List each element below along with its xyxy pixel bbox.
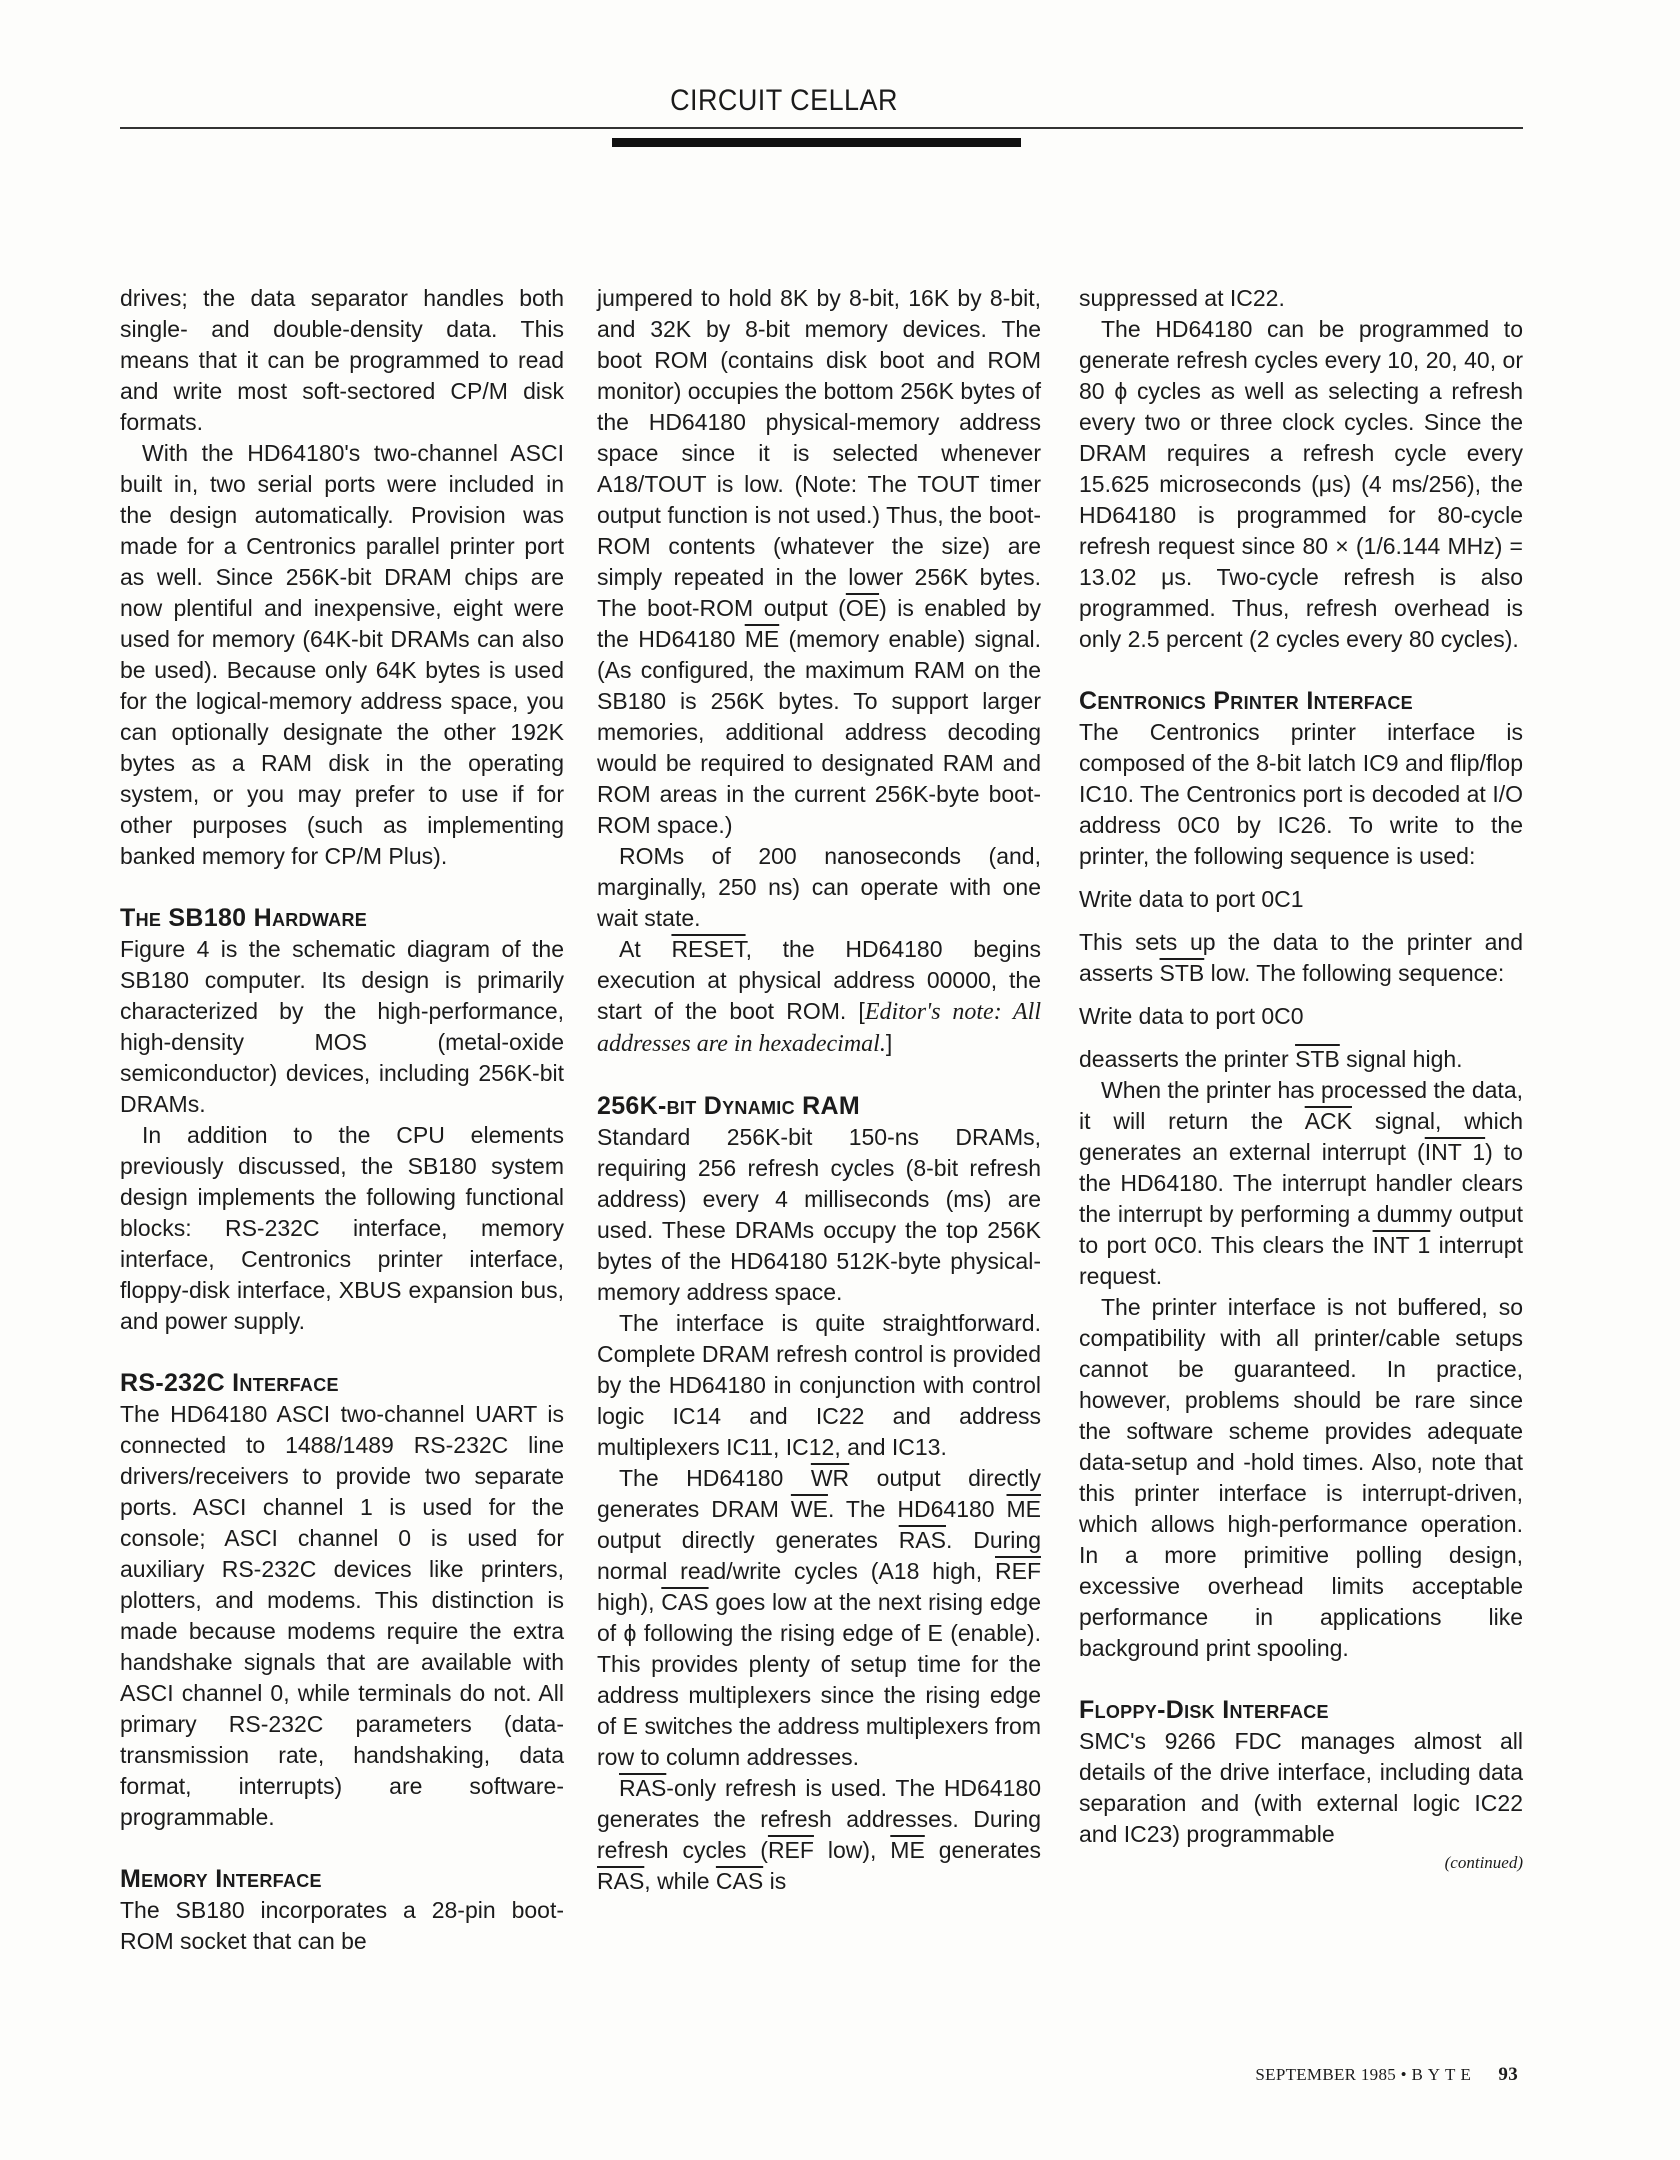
text-run: (continued) bbox=[1444, 1853, 1523, 1872]
continued-note bbox=[1079, 1850, 1523, 1876]
page-footer bbox=[1255, 2064, 1518, 2086]
text-run: interrupt request. bbox=[1079, 1232, 1523, 1289]
text-run: Figure 4 is the schematic diagram of the SB180 computer. Its design is primarily characterized by the high-performance, high-density MOS (metal-oxide semiconductor) devices, including 256K-bit DRAMs. bbox=[120, 936, 564, 1117]
active-low-signal: $\overline{ME}$ bbox=[890, 1837, 925, 1863]
section-heading bbox=[120, 1864, 564, 1895]
article-column-2 bbox=[597, 283, 1041, 1897]
text-run: SMC's 9266 FDC manages almost all details of the drive interface, including data separation and (with external logic IC22 and IC23) programmable bbox=[1079, 1728, 1523, 1847]
body-paragraph bbox=[597, 934, 1041, 1060]
body-paragraph bbox=[120, 1399, 564, 1833]
text-run: suppressed at IC22. bbox=[1079, 285, 1285, 311]
text-run: ] bbox=[885, 1030, 893, 1056]
text-run: jumpered to hold 8K by 8-bit, 16K by 8-bit, and 32K by 8-bit memory devices. The boot ROM (contains disk boot and ROM monitor) occupies the bottom 256K bytes of the HD64180 physical-memory address space since it is selected whenever A18/TOUT is low. (Note: The TOUT timer output function is not used.) Thus, the boot-ROM contents (whatever the size) are simply repeated in the lower 256K bytes. The boot-ROM output ( bbox=[597, 285, 1041, 621]
active-low-signal: $\overline{WR}$ bbox=[810, 1465, 850, 1491]
text-run: output directly generates bbox=[597, 1527, 899, 1553]
body-paragraph bbox=[1079, 1044, 1523, 1075]
page-number: 93 bbox=[1498, 2064, 1518, 2085]
text-run: In addition to the CPU elements previously discussed, the SB180 system design implements the following functional blocks: RS-232C interface, memory interface, Centronics printer interface, floppy-disk interface, XBUS expansion bus, and power supply. bbox=[120, 1122, 564, 1334]
body-paragraph bbox=[1079, 283, 1523, 314]
active-low-signal: $\overline{REF}$ bbox=[767, 1837, 814, 1863]
text-run: Standard 256K-bit 150-ns DRAMs, requiring 256 refresh cycles (8-bit refresh address) every 4 milliseconds (ms) are used. These DRAMs occupy the top 256K bytes of the HD64180 512K-byte physical-memory address space. bbox=[597, 1124, 1041, 1305]
body-paragraph bbox=[597, 1122, 1041, 1308]
active-low-signal: $\overline{ME}$ bbox=[1006, 1496, 1041, 1522]
text-run: Floppy-Disk Interface bbox=[1079, 1696, 1329, 1724]
body-paragraph bbox=[1079, 1726, 1523, 1850]
text-run: 256K-bit Dynamic RAM bbox=[597, 1092, 860, 1120]
section-heading bbox=[1079, 686, 1523, 717]
active-low-signal: $\overline{STB}$ bbox=[1295, 1046, 1340, 1072]
text-run: , the HD64180 begins execution at physical address 00000, the start of the boot ROM. [ bbox=[597, 936, 1041, 1024]
text-run: ) to the HD64180. The interrupt handler clears the interrupt by performing a dummy output to port 0C0. This clears the bbox=[1079, 1139, 1523, 1258]
text-run: deasserts the printer bbox=[1079, 1046, 1296, 1072]
text-run: drives; the data separator handles both single- and double-density data. This means that it can be programmed to read and write most soft-sectored CP/M disk formats. bbox=[120, 285, 564, 435]
text-run: The Centronics printer interface is composed of the 8-bit latch IC9 and flip/flop IC10. The Centronics port is decoded at I/O address 0C0 by IC26. To write to the printer, the following sequence is used: bbox=[1079, 719, 1523, 869]
text-run: signal, which generates an external interrupt ( bbox=[1079, 1108, 1523, 1165]
body-paragraph bbox=[120, 1120, 564, 1337]
text-run: goes low at the next rising edge of ϕ following the rising edge of E (enable). This provides plenty of setup time for the address multiplexers since the rising edge of E switches the address multiplexers from row to column addresses. bbox=[597, 1589, 1041, 1770]
text-run: The SB180 Hardware bbox=[120, 904, 368, 932]
running-head-section-title: CIRCUIT CELLAR bbox=[670, 84, 898, 117]
section-heading bbox=[120, 903, 564, 934]
active-low-signal: $\overline{WE}$ bbox=[790, 1496, 828, 1522]
text-run: RS-232C Interface bbox=[120, 1369, 339, 1397]
active-low-signal: $\overline{STB}$ bbox=[1159, 960, 1205, 986]
text-run: , while bbox=[644, 1868, 716, 1894]
text-run: The HD64180 can be programmed to generate refresh cycles every 10, 20, 40, or 80 ϕ cycles as well as selecting a refresh every two or three clock cycles. Since the DRAM requires a refresh cycle every 15.625 microseconds (μs) (4 ms/256), the HD64180 is programmed for 80-cycle refresh request since 80 × (1/6.144 MHz) = 13.02 μs. Two-cycle refresh is also programmed. Thus, refresh overhead is only 2.5 percent (2 cycles every 80 cycles). bbox=[1079, 316, 1523, 652]
section-heading bbox=[120, 1368, 564, 1399]
active-low-signal: $\overline{REF}$ bbox=[995, 1558, 1041, 1584]
body-paragraph bbox=[120, 283, 564, 438]
text-run: The HD64180 ASCI two-channel UART is connected to 1488/1489 RS-232C line drivers/receivers to provide two separate ports. ASCI channel 1 is used for the console; ASCI channel 0 is used for auxiliary RS-232C devices like printers, plotters, and modems. This distinction is made because modems require the extra handshake signals that are available with ASCI channel 0, while terminals do not. All primary RS-232C parameters (data-transmission rate, handshaking, data format, interrupts) are software-programmable. bbox=[120, 1401, 564, 1830]
header-rule bbox=[120, 127, 1523, 129]
text-run: At bbox=[619, 936, 672, 962]
article-column-3 bbox=[1079, 283, 1523, 1876]
text-run: . During normal read/write cycles (A18 high, bbox=[597, 1527, 1041, 1584]
active-low-signal: RESET bbox=[671, 936, 746, 962]
text-run: Write data to port 0C0 bbox=[1079, 1003, 1304, 1029]
text-run: Centronics Printer Interface bbox=[1079, 687, 1413, 715]
text-run: With the HD64180's two-channel ASCI built in, two serial ports were included in the design automatically. Provision was made for a Centronics parallel printer port as well. Since 256K-bit DRAM chips are now plentiful and inexpensive, eight were used for memory (64K-bit DRAMs can also be used). Because only 64K bytes is used for the logical-memory address space, you can optionally designate the other 192K bytes as a RAM disk in the operating system, or you may prefer to use if for other purposes (such as implementing banked memory for CP/M Plus). bbox=[120, 440, 564, 869]
text-run: When the printer has processed the data, it will return the bbox=[1079, 1077, 1523, 1134]
text-run: ROMs of 200 nanoseconds (and, marginally, 250 ns) can operate with one wait state. bbox=[597, 843, 1041, 931]
body-paragraph bbox=[597, 1463, 1041, 1773]
article-column-1 bbox=[120, 283, 564, 1957]
text-run: high), bbox=[597, 1589, 662, 1615]
body-paragraph bbox=[597, 841, 1041, 934]
body-paragraph bbox=[597, 1308, 1041, 1463]
text-run: output directly generates DRAM bbox=[597, 1465, 1041, 1522]
text-run: -only refresh is used. The HD64180 generates the refresh addresses. During refresh cycles ( bbox=[597, 1775, 1041, 1863]
text-run: Memory Interface bbox=[120, 1865, 322, 1893]
section-heading bbox=[1079, 1695, 1523, 1726]
code-line bbox=[1079, 884, 1523, 915]
issue-date: SEPTEMBER 1985 • bbox=[1255, 2065, 1407, 2084]
text-run: is bbox=[763, 1868, 787, 1894]
text-run: The HD64180 bbox=[619, 1465, 811, 1491]
active-low-signal: INT 1 bbox=[1372, 1232, 1431, 1258]
text-run: low. The following sequence: bbox=[1204, 960, 1505, 986]
text-run: (memory enable) signal. (As configured, the maximum RAM on the SB180 is 256K bytes. To support larger memories, additional address decoding would be required to designated RAM and ROM areas in the current 256K-byte boot-ROM space.) bbox=[597, 626, 1041, 838]
text-run: ) is enabled by the HD64180 bbox=[597, 595, 1041, 652]
body-paragraph bbox=[597, 1773, 1041, 1897]
magazine-name: BYTE bbox=[1411, 2065, 1476, 2084]
text-run: signal high. bbox=[1339, 1046, 1463, 1072]
active-low-signal: $\overline{ME}$ bbox=[744, 626, 780, 652]
body-paragraph bbox=[1079, 314, 1523, 655]
text-run: low), bbox=[813, 1837, 891, 1863]
text-run: Write data to port 0C1 bbox=[1079, 886, 1304, 912]
active-low-signal: $\overline{ACK}$ bbox=[1304, 1108, 1352, 1134]
body-paragraph bbox=[1079, 927, 1523, 989]
text-run: The SB180 incorporates a 28-pin boot-ROM socket that can be bbox=[120, 1897, 564, 1954]
body-paragraph bbox=[1079, 717, 1523, 872]
body-paragraph bbox=[120, 438, 564, 872]
body-paragraph bbox=[1079, 1075, 1523, 1292]
body-paragraph bbox=[1079, 1292, 1523, 1664]
active-low-signal: INT 1 bbox=[1424, 1139, 1486, 1165]
editor-note: Editor's note: All addresses are in hexadecimal. bbox=[597, 999, 1042, 1057]
active-low-signal: $\overline{CAS}$ bbox=[715, 1868, 764, 1894]
active-low-signal: $\overline{RAS}$ bbox=[597, 1868, 645, 1894]
active-low-signal: $\overline{RAS}$ bbox=[619, 1775, 667, 1801]
text-run: . The HD64180 bbox=[827, 1496, 1007, 1522]
text-run: generates bbox=[924, 1837, 1041, 1863]
text-run: This sets up the data to the printer and asserts bbox=[1079, 929, 1523, 986]
active-low-signal: $\overline{RAS}$ bbox=[898, 1527, 946, 1553]
body-paragraph bbox=[120, 934, 564, 1120]
body-paragraph bbox=[597, 283, 1041, 841]
active-low-signal: $\overline{OE}$ bbox=[845, 595, 880, 621]
section-heading bbox=[597, 1091, 1041, 1122]
body-paragraph bbox=[120, 1895, 564, 1957]
active-low-signal: $\overline{CAS}$ bbox=[661, 1589, 709, 1615]
header-bar bbox=[612, 138, 1021, 147]
code-line bbox=[1079, 1001, 1523, 1032]
text-run: The interface is quite straightforward. Complete DRAM refresh control is provided by the HD64180 in conjunction with control logic IC14 and IC22 and address multiplexers IC11, IC12, and IC13. bbox=[597, 1310, 1041, 1460]
text-run: The printer interface is not buffered, so compatibility with all printer/cable setups cannot be guaranteed. In practice, however, problems should be rare since the software scheme provides adequate data-setup and -hold times. Also, note that this printer interface is interrupt-driven, which allows high-performance operation. In a more primitive polling design, excessive overhead limits acceptable performance in applications like background print spooling. bbox=[1079, 1294, 1523, 1661]
